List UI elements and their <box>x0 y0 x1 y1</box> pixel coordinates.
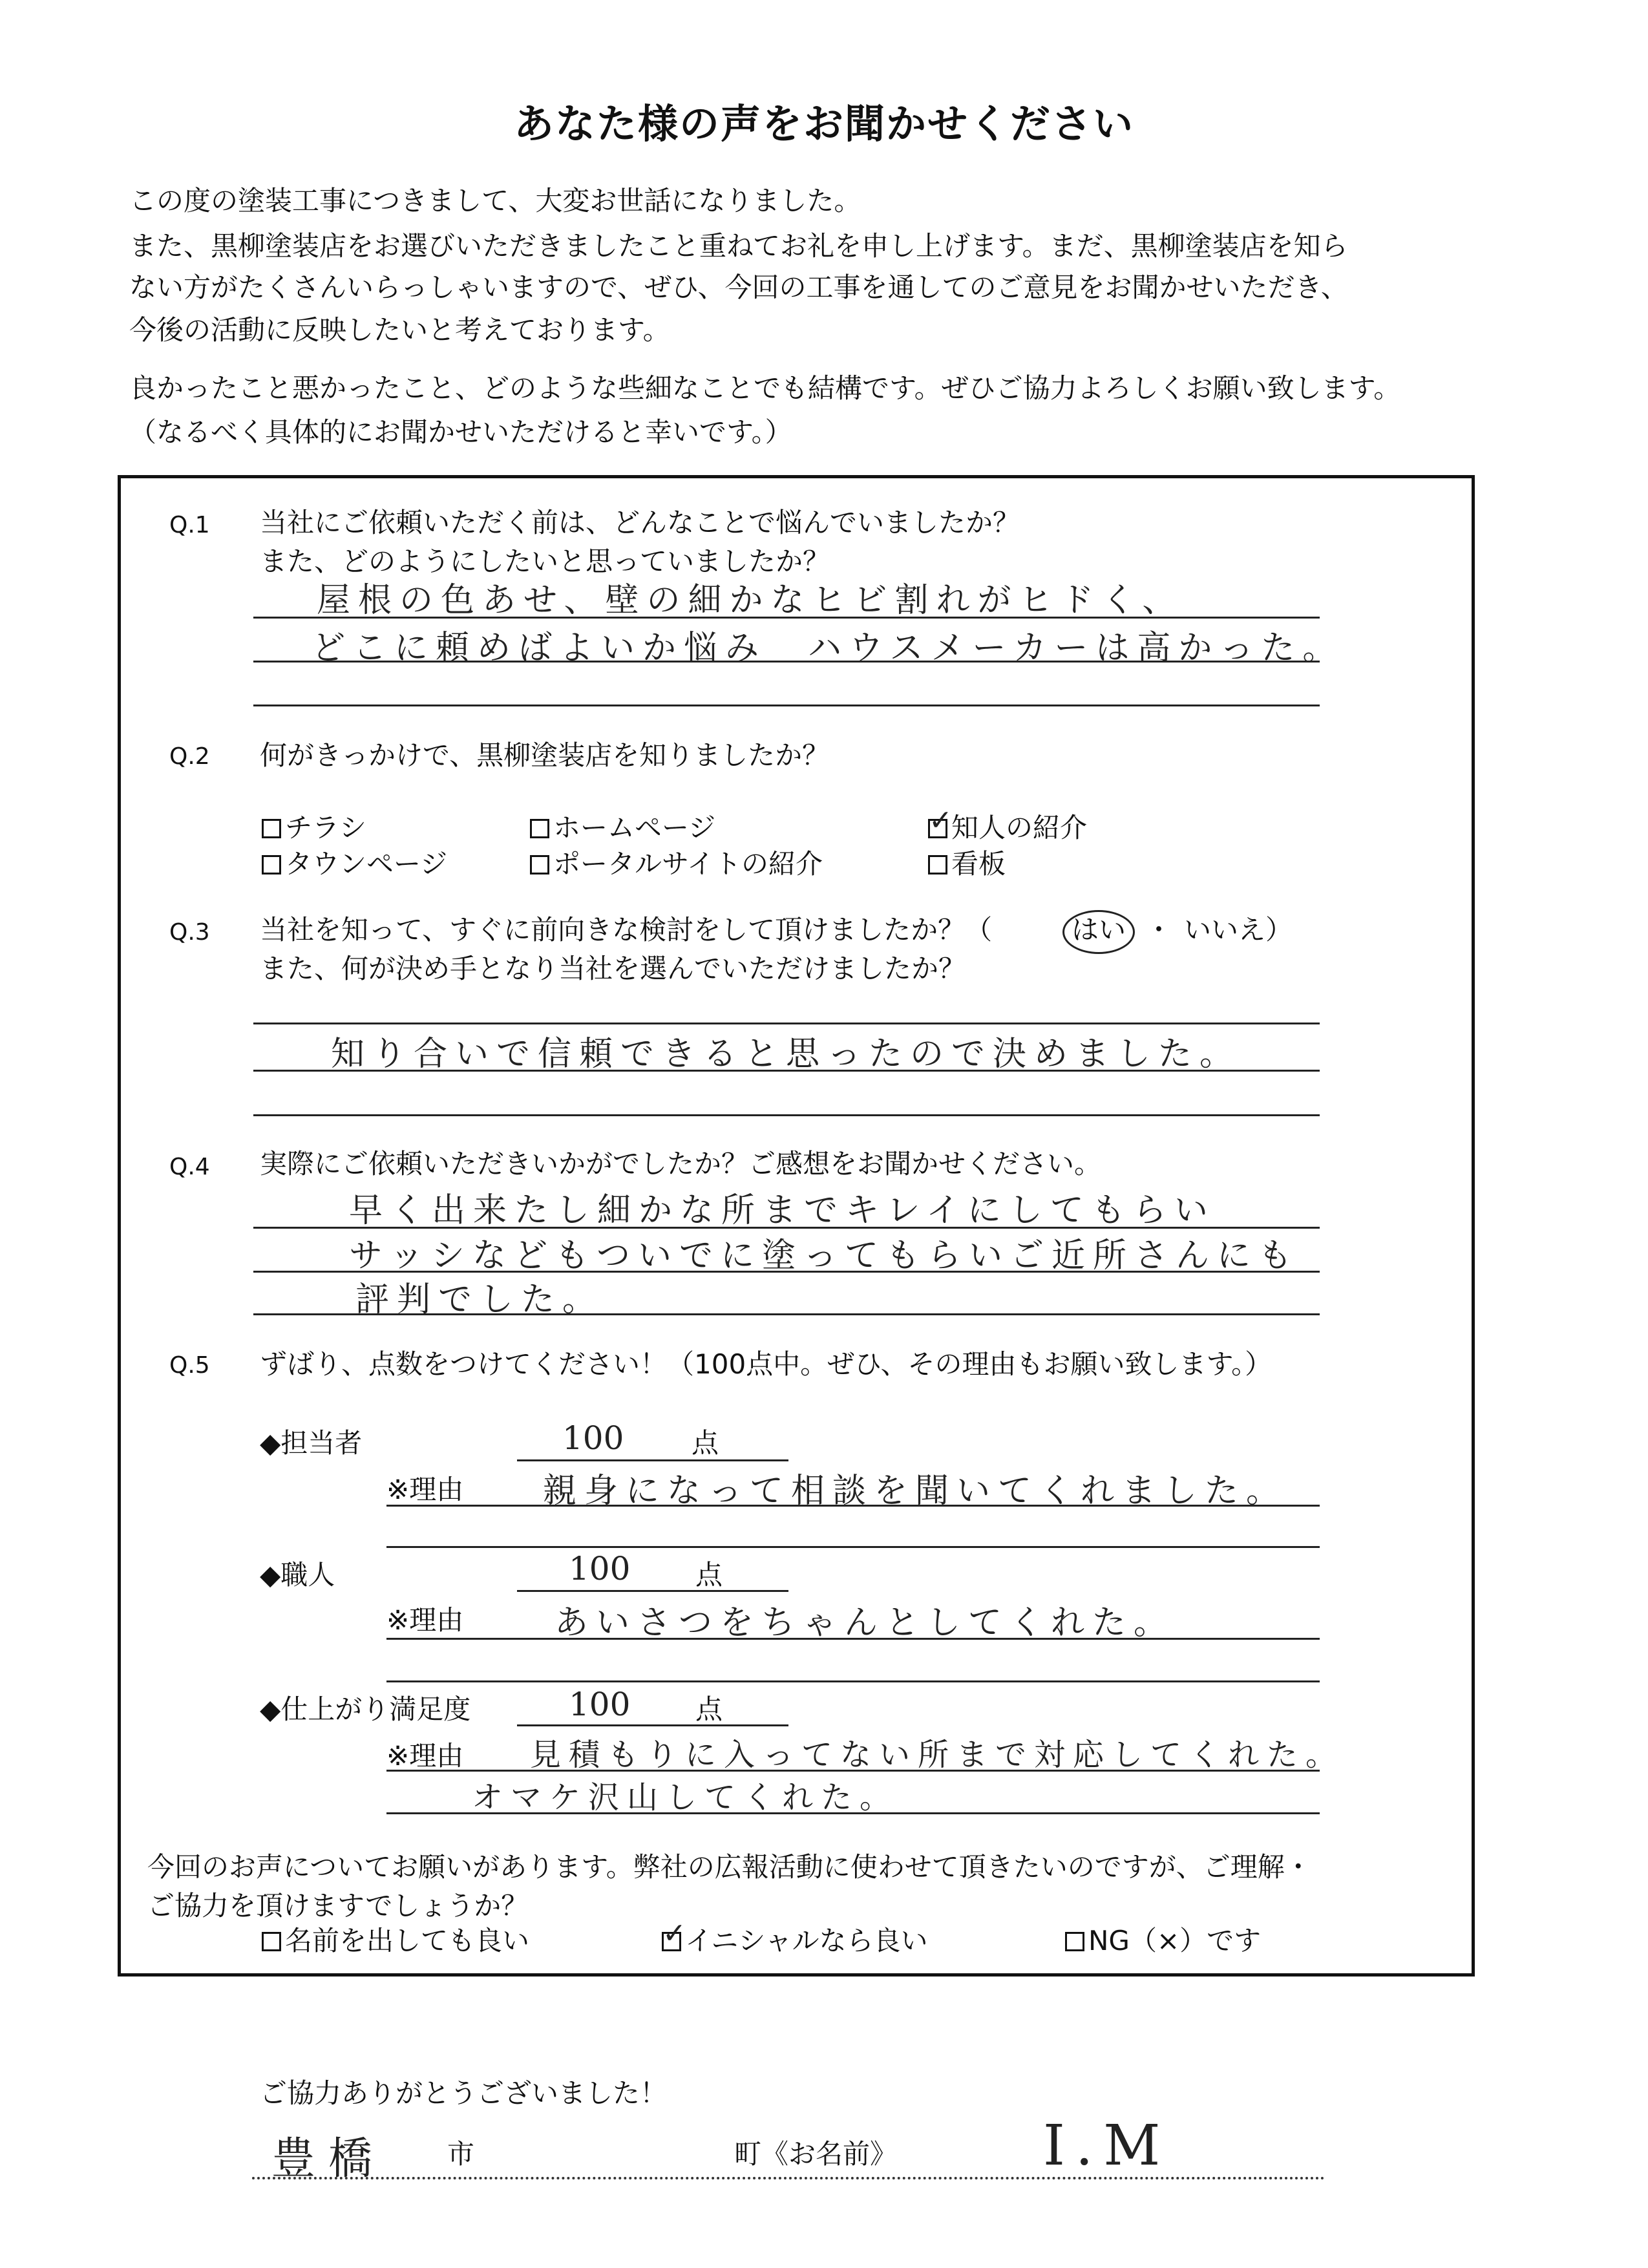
checkbox[interactable] <box>262 855 281 874</box>
answer-line <box>253 661 1320 662</box>
page-title: あなた様の声をお聞かせください <box>513 100 1134 147</box>
handwritten-reason: 見積もりに入ってない所まで対応してくれた。 <box>530 1737 1345 1773</box>
option-label: 知人の紹介 <box>951 812 1088 843</box>
checkbox-checked[interactable] <box>928 804 953 838</box>
question-text: また、何が決め手となり当社を選んでいただけましたか？ <box>260 953 966 984</box>
question-text: また、どのようにしたいと思っていましたか？ <box>260 546 830 577</box>
consent-option-ng[interactable] <box>1065 1920 1261 1958</box>
checkbox[interactable] <box>262 819 281 838</box>
handwritten-answer: 知り合いで信頼できると思ったので決めました。 <box>331 1035 1241 1074</box>
answer-line <box>253 1114 1320 1116</box>
option-label: タウンページ <box>285 848 448 880</box>
option-label: イニシャルなら良い <box>685 1925 928 1956</box>
intro-line: この度の塗装工事につきまして、大変お世話になりました。 <box>129 185 861 217</box>
checkbox-option-townpage[interactable] <box>262 843 447 882</box>
check-mark-icon: ✓ <box>929 804 953 837</box>
score-line <box>517 1459 788 1461</box>
reason-label: ※理由 <box>386 1474 464 1505</box>
consent-text: ご協力を頂けますでしょうか？ <box>147 1890 529 1922</box>
intro-line: また、黒柳塗装店をお選びいただきましたこと重ねてお礼を申し上げます。まだ、黒柳塗装店を知ら <box>129 230 1348 262</box>
consent-option-initials-ok[interactable] <box>662 1917 928 1958</box>
answer-line <box>386 1505 1320 1507</box>
checkbox-checked[interactable] <box>662 1917 686 1951</box>
name-label: 町《お名前》 <box>734 2138 898 2170</box>
question-text: 当社を知って、すぐに前向きな検討をして頂けましたか？（ <box>260 914 993 946</box>
handwritten-answer: 早く出来たし細かな所までキレイにしてもらい <box>349 1191 1216 1230</box>
city-label: 市 <box>447 2138 475 2170</box>
score-line <box>517 1724 788 1726</box>
checkbox-option-referral[interactable] <box>928 804 1088 845</box>
checkbox-option-portal[interactable] <box>530 843 823 882</box>
option-label: チラシ <box>285 812 367 843</box>
question-number: Q.4 <box>169 1154 210 1180</box>
score-unit: 点 <box>695 1559 723 1591</box>
handwritten-answer: 評判でした。 <box>355 1280 604 1319</box>
handwritten-answer: 屋根の色あせ、壁の細かなヒビ割れがヒドく、 <box>317 581 1184 620</box>
question-number: Q.1 <box>169 512 210 538</box>
answer-line <box>253 705 1320 706</box>
checkbox[interactable] <box>1065 1932 1084 1951</box>
question-text: 当社にご依頼いただく前は、どんなことで悩んでいましたか？ <box>260 507 1020 538</box>
consent-text: 今回のお声についてお願いがあります。弊社の広報活動に使わせて頂きたいのですが、ご理解・ <box>147 1851 1312 1883</box>
reason-label: ※理由 <box>386 1740 464 1772</box>
checkbox-option-flyer[interactable] <box>262 807 366 845</box>
handwritten-answer: どこに頼めばよいか悩み ハウスメーカーは高かった。 <box>312 629 1344 668</box>
answer-line <box>386 1770 1320 1772</box>
score-value: 100 <box>562 1419 624 1457</box>
answer-line <box>386 1546 1320 1548</box>
score-value: 100 <box>569 1686 631 1723</box>
intro-line: ない方がたくさんいらっしゃいますので、ぜひ、今回の工事を通してのご意見をお聞かせいただき、 <box>129 271 1348 303</box>
question-number: Q.2 <box>169 743 210 770</box>
option-label: NG（×）です <box>1088 1925 1262 1956</box>
answer-line <box>253 1313 1320 1315</box>
answer-yes[interactable]: はい <box>1072 914 1126 946</box>
intro-line: （なるべく具体的にお聞かせいただけると幸いです。） <box>129 416 792 448</box>
reason-label: ※理由 <box>386 1604 464 1636</box>
question-number: Q.3 <box>169 919 210 946</box>
check-mark-icon: ✓ <box>662 1917 686 1950</box>
name-value: I.M <box>1043 2114 1171 2178</box>
city-value: 豊橋 <box>271 2134 386 2185</box>
thanks-text: ご協力ありがとうございました！ <box>260 2077 668 2109</box>
answer-line <box>386 1638 1320 1640</box>
separator: ・ <box>1145 914 1173 946</box>
question-text: 何がきっかけで、黒柳塗装店を知りましたか？ <box>260 739 830 771</box>
handwritten-reason: 親身になって相談を聞いてくれました。 <box>543 1472 1288 1510</box>
consent-option-name-ok[interactable] <box>262 1920 529 1958</box>
score-value: 100 <box>569 1550 631 1587</box>
score-line <box>517 1590 788 1592</box>
intro-line: 今後の活動に反映したいと考えております。 <box>129 314 670 346</box>
option-label: 名前を出しても良い <box>285 1925 530 1956</box>
handwritten-reason: オマケ沢山してくれた。 <box>472 1779 899 1816</box>
score-unit: 点 <box>695 1693 723 1725</box>
answer-line <box>386 1812 1320 1814</box>
option-label: 看板 <box>951 848 1006 880</box>
question-number: Q.5 <box>169 1352 210 1379</box>
checkbox-option-homepage[interactable] <box>530 807 715 845</box>
answer-line <box>253 1023 1320 1024</box>
rating-label-satisfaction: ◆仕上がり満足度 <box>260 1693 471 1725</box>
intro-line: 良かったこと悪かったこと、どのような些細なことでも結構です。ぜひご協力よろしくお願い致します。 <box>129 372 1401 404</box>
handwritten-reason: あいさつをちゃんとしてくれた。 <box>555 1604 1176 1642</box>
option-label: ポータルサイトの紹介 <box>553 848 823 880</box>
option-label: ホームページ <box>553 812 716 843</box>
answer-no[interactable]: いいえ） <box>1184 914 1293 946</box>
handwritten-answer: サッシなどもついでに塗ってもらいご近所さんにも <box>349 1236 1300 1275</box>
checkbox[interactable] <box>530 819 549 838</box>
checkbox-option-signboard[interactable] <box>928 843 1006 882</box>
answer-line <box>253 617 1320 619</box>
checkbox[interactable] <box>928 855 947 874</box>
score-unit: 点 <box>692 1427 719 1459</box>
question-text: ずばり、点数をつけてください！（100点中。ぜひ、その理由もお願い致します。） <box>260 1348 1273 1380</box>
signature-line <box>252 2177 1325 2179</box>
answer-line <box>253 1070 1320 1072</box>
rating-label-staff: ◆担当者 <box>260 1427 363 1459</box>
circle-mark <box>1062 910 1135 954</box>
checkbox[interactable] <box>530 855 549 874</box>
checkbox[interactable] <box>262 1932 281 1951</box>
rating-label-craftsman: ◆職人 <box>260 1559 335 1591</box>
answer-line <box>386 1680 1320 1682</box>
question-text: 実際にご依頼いただきいかがでしたか？ご感想をお聞かせください。 <box>260 1148 1102 1180</box>
